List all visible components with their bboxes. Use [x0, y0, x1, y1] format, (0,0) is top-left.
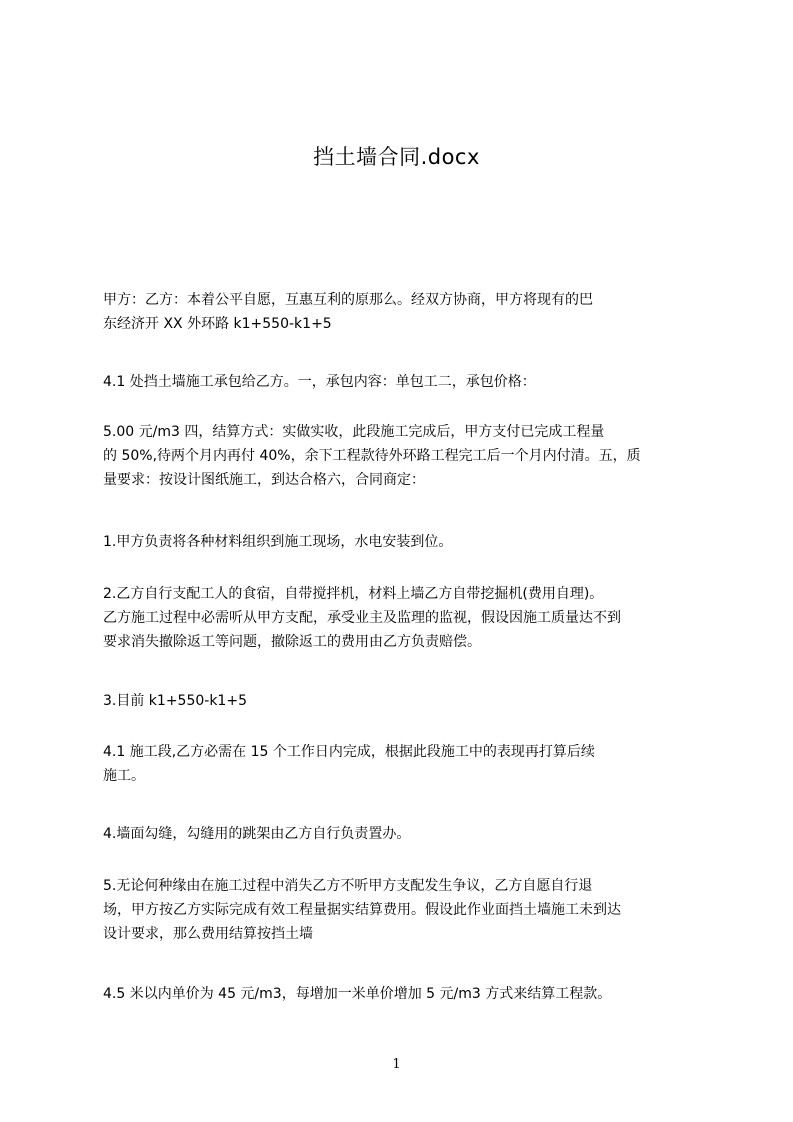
document-title: 挡土墙合同.docx — [313, 145, 480, 169]
text-line: 4.1 处挡土墙施工承包给乙方。一，承包内容：单包工二，承包价格： — [103, 374, 536, 390]
text-line: 5.无论何种缘由在施工过程中消失乙方不听甲方支配发生争议，乙方自愿自行退 — [103, 878, 593, 894]
text-line: 5.00 元/m3 四，结算方式：实做实收，此段施工完成后，甲方支付已完成工程量 — [103, 424, 605, 440]
text-line: 东经济开 XX 外环路 k1+550-k1+5 — [103, 316, 332, 332]
text-line: 设计要求，那么费用结算按挡土墙 — [103, 926, 313, 942]
text-line: 场，甲方按乙方实际完成有效工程量据实结算费用。假设此作业面挡土墙施工未到达 — [103, 902, 621, 918]
text-line: 量要求：按设计图纸施工，到达合格六，合同商定： — [103, 472, 425, 488]
text-line: 1.甲方负责将各种材料组织到施工现场，水电安装到位。 — [103, 534, 453, 550]
paragraph-clause-1 — [103, 530, 703, 554]
paragraph-clause-5 — [103, 874, 703, 946]
paragraph-clause-4 — [103, 822, 703, 846]
paragraph-clause-4-1 — [103, 740, 703, 788]
text-line: 4.墙面勾缝，勾缝用的跳架由乙方自行负责置办。 — [103, 826, 411, 842]
paragraph-clause-2 — [103, 582, 703, 654]
page-number: 1 — [392, 1057, 401, 1072]
text-line: 4.1 施工段,乙方必需在 15 个工作日内完成，根据此段施工中的表现再打算后续 — [103, 744, 595, 760]
text-line: 甲方：乙方：本着公平自愿，互惠互利的原那么。经双方协商，甲方将现有的巴 — [103, 292, 593, 308]
paragraph-settlement — [103, 420, 703, 492]
text-line: 2.乙方自行支配工人的食宿，自带搅拌机，材料上墙乙方自带挖掘机(费用自理)。 — [103, 586, 604, 602]
paragraph-clause-3 — [103, 689, 703, 713]
paragraph-scope — [103, 370, 703, 394]
paragraph-parties — [103, 288, 703, 336]
text-line: 施工。 — [103, 768, 145, 784]
text-line: 的 50%,待两个月内再付 40%，余下工程款待外环路工程完工后一个月内付清。五，质 — [103, 448, 641, 464]
text-line: 要求消失撤除返工等问题，撤除返工的费用由乙方负责赔偿。 — [103, 634, 481, 650]
text-line: 3.目前 k1+550-k1+5 — [103, 693, 247, 709]
text-line: 乙方施工过程中必需听从甲方支配，承受业主及监理的监视，假设因施工质量达不到 — [103, 610, 621, 626]
text-line: 4.5 米以内单价为 45 元/m3，每增加一米单价增加 5 元/m3 方式来结算工程款。 — [103, 986, 612, 1002]
paragraph-unit-price — [103, 982, 703, 1006]
